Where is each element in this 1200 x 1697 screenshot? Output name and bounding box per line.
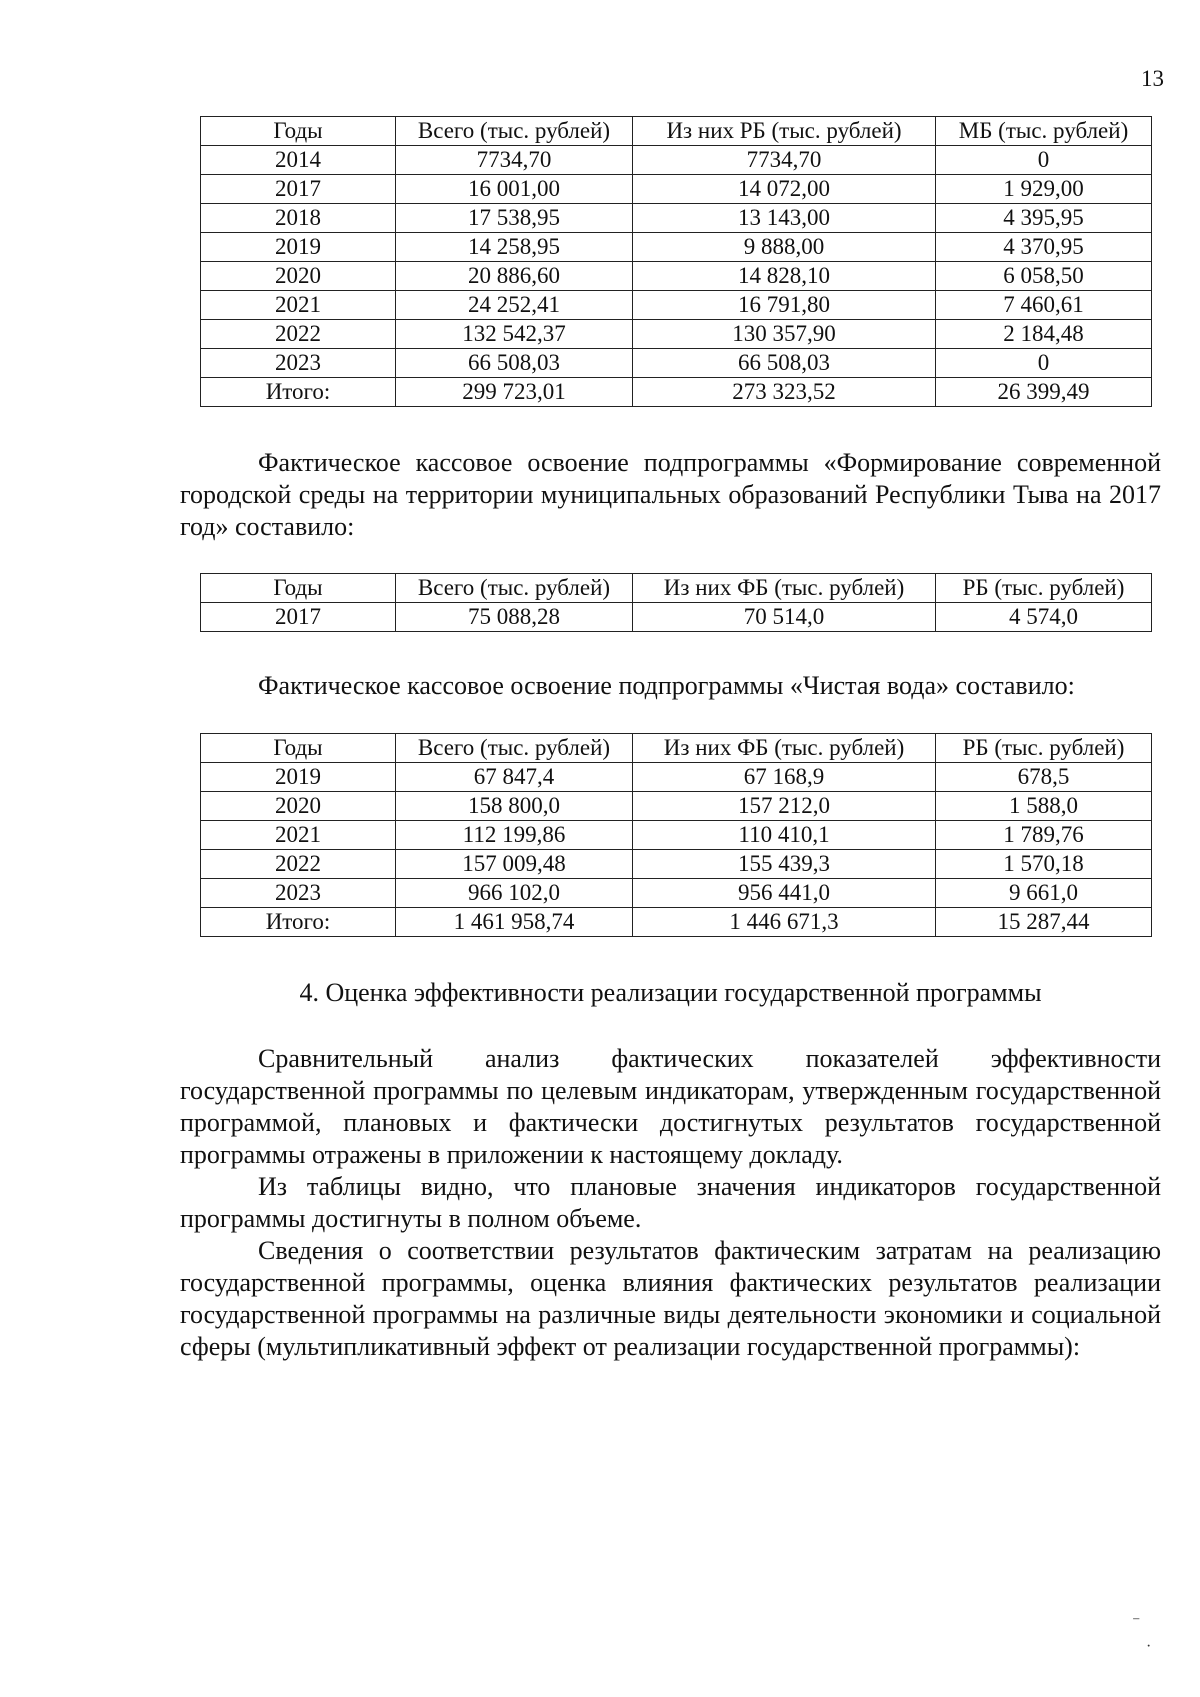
- cell-value: 273 323,52: [633, 378, 936, 407]
- header-total: Всего (тыс. рублей): [396, 117, 633, 146]
- table-row: [201, 821, 1152, 850]
- cell-year: 2021: [201, 821, 396, 850]
- cell-value: 16 001,00: [396, 175, 633, 204]
- cell-year: Итого:: [201, 378, 396, 407]
- cell-year: 2019: [201, 233, 396, 262]
- cell-value: 0: [936, 146, 1152, 175]
- cell-value: 75 088,28: [396, 603, 633, 632]
- cell-value: 4 370,95: [936, 233, 1152, 262]
- financing-table-clean-water: [200, 733, 1152, 937]
- cell-value: 1 446 671,3: [633, 908, 936, 937]
- scan-artifact-mark: ⁻: [1132, 1614, 1141, 1631]
- header-fb: Из них ФБ (тыс. рублей): [633, 574, 936, 603]
- cell-value: 15 287,44: [936, 908, 1152, 937]
- header-total: Всего (тыс. рублей): [396, 734, 633, 763]
- cell-value: 1 461 958,74: [396, 908, 633, 937]
- cell-value: 20 886,60: [396, 262, 633, 291]
- paragraph-comparative-analysis: Сравнительный анализ фактических показателей эффективности государственной программы по целевым индикаторам, утвержденным государственной программой, плановых и фактически достигнутых результатов государственной программы отражены в приложении к настоящему докладу.: [180, 1044, 1161, 1169]
- table-row: [201, 146, 1152, 175]
- table-row: [201, 291, 1152, 320]
- cell-value: 158 800,0: [396, 792, 633, 821]
- cell-value: 155 439,3: [633, 850, 936, 879]
- table-row: [201, 204, 1152, 233]
- cell-year: Итого:: [201, 908, 396, 937]
- cell-value: 26 399,49: [936, 378, 1152, 407]
- table-row: [201, 378, 1152, 407]
- cell-value: 17 538,95: [396, 204, 633, 233]
- cell-year: 2017: [201, 603, 396, 632]
- financing-table-rb-mb: [200, 116, 1152, 407]
- cell-value: 7 460,61: [936, 291, 1152, 320]
- table-header-row: [201, 117, 1152, 146]
- cell-value: 70 514,0: [633, 603, 936, 632]
- cell-value: 1 789,76: [936, 821, 1152, 850]
- cell-year: 2019: [201, 763, 396, 792]
- section-heading: 4. Оценка эффективности реализации государственной программы: [299, 978, 1042, 1007]
- table-row: [201, 908, 1152, 937]
- cell-value: 14 828,10: [633, 262, 936, 291]
- cell-value: 0: [936, 349, 1152, 378]
- cell-value: 66 508,03: [396, 349, 633, 378]
- page-number: 13: [1141, 66, 1164, 91]
- cell-year: 2023: [201, 349, 396, 378]
- scan-artifact-dot: ·: [1146, 1638, 1152, 1655]
- table-row: [201, 792, 1152, 821]
- table-header-row: [201, 574, 1152, 603]
- header-rb: РБ (тыс. рублей): [936, 574, 1152, 603]
- cell-value: 14 258,95: [396, 233, 633, 262]
- cell-year: 2022: [201, 850, 396, 879]
- cell-value: 67 847,4: [396, 763, 633, 792]
- header-fb: Из них ФБ (тыс. рублей): [633, 734, 936, 763]
- cell-value: 678,5: [936, 763, 1152, 792]
- table-row: [201, 262, 1152, 291]
- cell-value: 157 212,0: [633, 792, 936, 821]
- cell-value: 956 441,0: [633, 879, 936, 908]
- cell-year: 2020: [201, 792, 396, 821]
- cell-value: 1 570,18: [936, 850, 1152, 879]
- table-header-row: [201, 734, 1152, 763]
- header-years: Годы: [201, 117, 396, 146]
- header-rb: РБ (тыс. рублей): [936, 734, 1152, 763]
- paragraph-urban-environment: Фактическое кассовое освоение подпрограммы «Формирование современной городской среды на территории муниципальных образований Республики Тыва на 2017 год» составило:: [180, 448, 1161, 541]
- cell-value: 4 395,95: [936, 204, 1152, 233]
- table-row: [201, 763, 1152, 792]
- cell-year: 2020: [201, 262, 396, 291]
- cell-value: 157 009,48: [396, 850, 633, 879]
- cell-value: 130 357,90: [633, 320, 936, 349]
- cell-value: 13 143,00: [633, 204, 936, 233]
- cell-value: 6 058,50: [936, 262, 1152, 291]
- header-years: Годы: [201, 574, 396, 603]
- cell-value: 966 102,0: [396, 879, 633, 908]
- cell-value: 14 072,00: [633, 175, 936, 204]
- table-row: [201, 349, 1152, 378]
- cell-value: 112 199,86: [396, 821, 633, 850]
- cell-value: 1 588,0: [936, 792, 1152, 821]
- cell-value: 132 542,37: [396, 320, 633, 349]
- header-mb: МБ (тыс. рублей): [936, 117, 1152, 146]
- cell-value: 66 508,03: [633, 349, 936, 378]
- cell-year: 2017: [201, 175, 396, 204]
- table-row: [201, 603, 1152, 632]
- cell-value: 67 168,9: [633, 763, 936, 792]
- table-row: [201, 175, 1152, 204]
- paragraph-results-information: Сведения о соответствии результатов фактическим затратам на реализацию государственной программы, оценка влияния фактических результатов реализации государственной программы на различные виды деятельности экономики и социальной сферы (мультипликативный эффект от реализации государственной программы):: [180, 1236, 1161, 1361]
- cell-year: 2023: [201, 879, 396, 908]
- cell-value: 4 574,0: [936, 603, 1152, 632]
- cell-value: 299 723,01: [396, 378, 633, 407]
- financing-table-urban-environment: [200, 573, 1152, 632]
- cell-value: 9 661,0: [936, 879, 1152, 908]
- cell-year: 2022: [201, 320, 396, 349]
- header-total: Всего (тыс. рублей): [396, 574, 633, 603]
- table-row: [201, 879, 1152, 908]
- cell-value: 1 929,00: [936, 175, 1152, 204]
- header-rb: Из них РБ (тыс. рублей): [633, 117, 936, 146]
- cell-year: 2021: [201, 291, 396, 320]
- cell-value: 16 791,80: [633, 291, 936, 320]
- table-row: [201, 233, 1152, 262]
- cell-value: 24 252,41: [396, 291, 633, 320]
- cell-value: 2 184,48: [936, 320, 1152, 349]
- cell-value: 7734,70: [396, 146, 633, 175]
- paragraph-indicators-achieved: Из таблицы видно, что плановые значения индикаторов государственной программы достигнуты в полном объеме.: [180, 1172, 1161, 1233]
- table-row: [201, 850, 1152, 879]
- cell-value: 110 410,1: [633, 821, 936, 850]
- header-years: Годы: [201, 734, 396, 763]
- cell-value: 7734,70: [633, 146, 936, 175]
- cell-value: 9 888,00: [633, 233, 936, 262]
- paragraph-clean-water: Фактическое кассовое освоение подпрограммы «Чистая вода» составило:: [258, 671, 1075, 700]
- cell-year: 2014: [201, 146, 396, 175]
- cell-year: 2018: [201, 204, 396, 233]
- table-row: [201, 320, 1152, 349]
